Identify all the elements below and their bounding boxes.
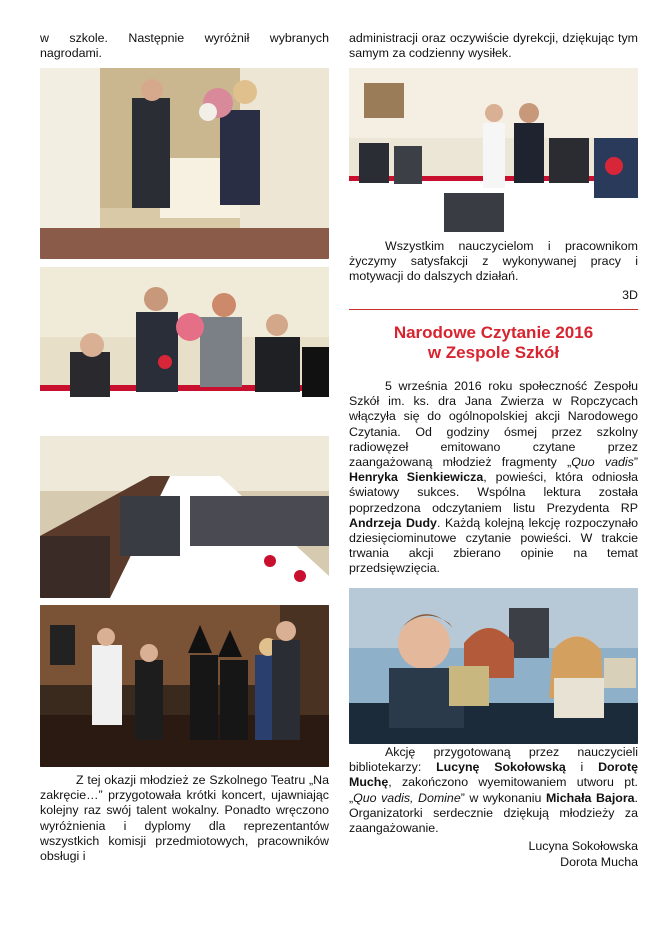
action-text-b: , zakończono wyemitowaniem utworu pt. „ bbox=[349, 775, 638, 805]
librarian-2: Dorotę Muchę bbox=[349, 760, 638, 790]
wishes-paragraph: Wszystkim nauczycielom i pracownikom życzymy satysfakcji z wykonywanej pracy i motywacji do dalszych działań. bbox=[349, 239, 638, 284]
author-tag: 3D bbox=[622, 288, 638, 302]
action-and: i bbox=[565, 760, 599, 775]
signature-2: Dorota Mucha bbox=[560, 855, 638, 869]
photo-banquet-hall bbox=[40, 436, 329, 598]
signature-1: Lucyna Sokołowska bbox=[528, 839, 638, 853]
photo-theatre-concert bbox=[40, 605, 329, 767]
body-text-a: 5 września 2016 roku społeczność Zespołu Szkół im. ks. dra Jana Zwierza w Ropczycach włączyła się do ogólnopolskiej akcji Narodowego Czytania. Od godziny ósmej przez szkolny radiowęzeł emitowano czytane przez zaangażowaną młodzież fragmenty „ bbox=[349, 379, 638, 470]
concert-paragraph: Z tej okazji młodzież ze Szkolnego Teatru „Na zakręcie…” przygotowała krótki koncert, ujawniając kolejny raz swój talent wokalny. Ponadto wręczono wyróżnienia i dyplomy dla reprezentantów wszystkich komisji przedmiotowych, pracowników obsługi i bbox=[40, 773, 329, 864]
body-president-name: Andrzeja Dudy bbox=[349, 515, 437, 530]
body-text-b: ” bbox=[633, 455, 638, 470]
action-text-d: . Organizatorki serdecznie dziękują młodzieży za zaangażowanie. bbox=[349, 790, 638, 836]
action-text-c: ” w wykonaniu bbox=[460, 790, 546, 805]
article-body bbox=[349, 379, 638, 577]
photo-flowers-table bbox=[40, 267, 329, 429]
body-author-name: Henryka Sienkiewicza bbox=[349, 470, 484, 485]
intro-line-2: nagrodami. bbox=[40, 46, 102, 60]
action-text-a: Akcję przygotowaną przez nauczycieli bibliotekarzy: bbox=[349, 745, 638, 775]
song-title: Quo vadis, Domine bbox=[353, 790, 461, 805]
librarian-1: Lucynę Sokołowską bbox=[436, 760, 566, 775]
photo-diploma bbox=[349, 68, 638, 232]
body-quo-vadis: Quo vadis bbox=[571, 455, 634, 470]
photo-award-flowers bbox=[40, 68, 329, 259]
body-text-d: . Każdą kolejną lekcję rozpoczynało dziesięciominutowe czytanie powieści. W trakcie trwania akcji zbierano opinie na temat przedsięwzięcia. bbox=[349, 515, 638, 576]
body-text-c: , powieści, która odniosła światowy sukces. Wspólna lektura została poprzedzona odczytaniem listu Prezydenta RP bbox=[349, 470, 639, 515]
photo-students-books bbox=[349, 588, 638, 744]
intro-line-1: w szkole. Następnie wyróżnił wybranych bbox=[40, 31, 329, 45]
article-title-line-1: Narodowe Czytanie 2016 bbox=[393, 323, 594, 342]
article-title-line-2: w Zespole Szkół bbox=[427, 343, 560, 362]
section-divider bbox=[349, 309, 638, 310]
singer-name: Michała Bajora bbox=[545, 790, 635, 805]
right-intro: administracji oraz oczywiście dyrekcji, dziękując tym samym za codzienny wysiłek. bbox=[349, 31, 638, 61]
action-paragraph bbox=[349, 745, 638, 836]
